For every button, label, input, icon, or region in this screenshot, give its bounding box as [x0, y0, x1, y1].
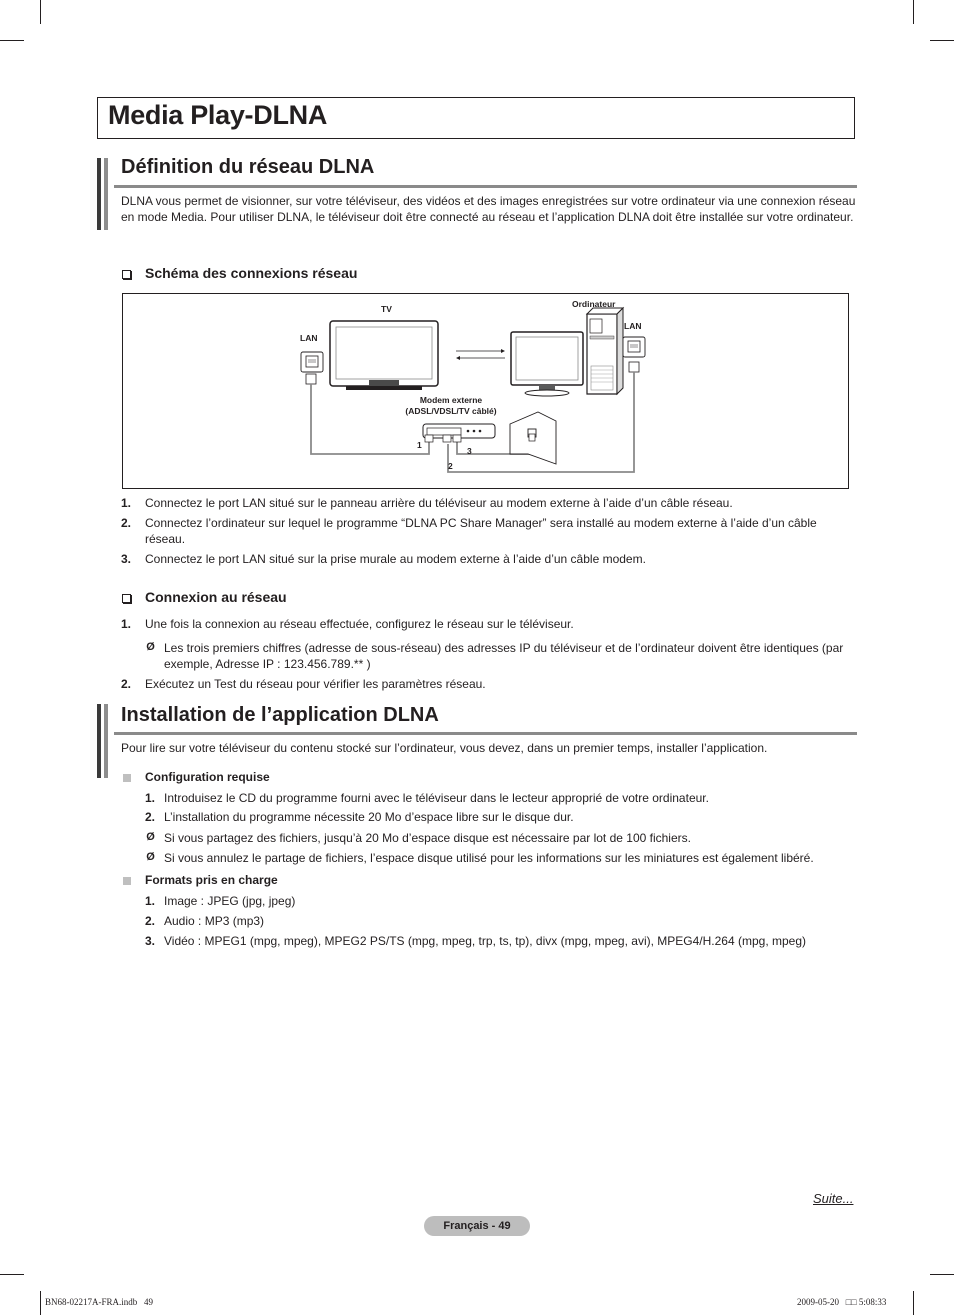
section-bar	[97, 704, 101, 778]
step-text: Une fois la connexion au réseau effectuée, configurez le réseau sur le téléviseur.	[145, 617, 574, 631]
step-number: 1.	[121, 617, 132, 631]
section-bar	[104, 704, 108, 778]
arrows-icon	[456, 349, 505, 360]
crop-mark	[0, 40, 24, 41]
note-icon: Ø	[146, 641, 155, 653]
crop-mark	[913, 1291, 914, 1315]
section-title-definition: Définition du réseau DLNA	[121, 156, 375, 178]
format-number: 1.	[145, 894, 156, 908]
format-number: 2.	[145, 914, 156, 928]
step-number: 2.	[121, 677, 132, 691]
section-bar	[104, 158, 108, 230]
crop-mark	[40, 0, 41, 24]
connexion-heading: Connexion au réseau	[145, 589, 287, 605]
tv-label: TV	[381, 304, 392, 314]
format-text: Vidéo : MPEG1 (mpg, mpeg), MPEG2 PS/TS (mpg, mpeg, trp, ts, tp), divx (mpg, mpeg, avi), MPEG4/H.264 (mpg, mpeg)	[164, 934, 806, 948]
checkbox-bullet-icon	[122, 270, 131, 279]
checkbox-bullet-icon	[122, 594, 131, 603]
step-text: Connectez l’ordinateur sur lequel le programme “DLNA PC Share Manager” sera installé au modem externe à l’aide d’un câble réseau.	[145, 516, 817, 546]
section-rule	[114, 185, 857, 188]
step-text: Connectez le port LAN situé sur la prise murale au modem externe à l’aide d’un câble modem.	[145, 552, 646, 566]
note-icon: Ø	[146, 851, 155, 863]
crop-mark	[40, 1291, 41, 1315]
file-info: BN68-02217A-FRA.indb 49	[45, 1297, 154, 1307]
page-number-badge: Français - 49	[424, 1216, 530, 1236]
step-text: Introduisez le CD du programme fourni avec le téléviseur dans le lecteur approprié de votre ordinateur.	[164, 791, 709, 805]
note-icon: Ø	[146, 831, 155, 843]
crop-mark	[930, 40, 954, 41]
tv-icon	[330, 321, 438, 390]
network-diagram-drawing	[123, 294, 850, 490]
schema-heading: Schéma des connexions réseau	[145, 265, 358, 281]
modem-label	[393, 395, 509, 417]
pc-tower-icon	[587, 308, 623, 394]
crop-mark	[913, 0, 914, 24]
page-title: Media Play-DLNA	[108, 100, 328, 130]
wall-outlet-icon	[510, 412, 556, 464]
step-number: 3.	[121, 552, 132, 566]
note-text: Si vous annulez le partage de fichiers, l’espace disque utilisé pour les informations sur les miniatures est également libéré.	[164, 851, 814, 865]
step-number: 2.	[145, 810, 156, 824]
crop-mark	[0, 1274, 24, 1275]
network-diagram	[122, 293, 849, 489]
config-heading: Configuration requise	[145, 770, 270, 784]
section-title-installation: Installation de l’application DLNA	[121, 704, 439, 726]
note-text: Si vous partagez des fichiers, jusqu’à 20 Mo d’espace disque est nécessaire par lot de 100 fichiers.	[164, 831, 691, 845]
section1-intro: DLNA vous permet de visionner, sur votre téléviseur, des vidéos et des images enregistrées sur votre ordinateur via une connexion réseau en mode Media. Pour utiliser DLNA, le téléviseur doit être connecté au réseau et l’application DLNA doit être installée sur votre ordinateur.	[121, 194, 856, 224]
modem-icon	[423, 424, 495, 442]
date-info: 2009-05-20 □□ 5:08:33	[797, 1297, 887, 1307]
note-text: Les trois premiers chiffres (adresse de sous-réseau) des adresses IP du téléviseur et de l’ordinateur doivent être identiques (par exemple, Adresse IP : 123.456.789.** )	[164, 641, 844, 671]
step-text: Exécutez un Test du réseau pour vérifier les paramètres réseau.	[145, 677, 486, 691]
marker-3: 3	[467, 446, 472, 456]
suite-link: Suite...	[813, 1191, 854, 1206]
lan-label-pc: LAN	[624, 321, 642, 331]
square-bullet-icon	[123, 774, 131, 782]
formats-heading: Formats pris en charge	[145, 873, 278, 887]
step-text: L’installation du programme nécessite 20 Mo d’espace libre sur le disque dur.	[164, 810, 574, 824]
square-bullet-icon	[123, 877, 131, 885]
lan-port-pc-icon	[623, 337, 645, 372]
page-title-box	[97, 97, 855, 139]
pc-label: Ordinateur	[572, 299, 616, 309]
crop-mark	[930, 1274, 954, 1275]
marker-1: 1	[417, 440, 422, 450]
format-text: Audio : MP3 (mp3)	[164, 914, 265, 928]
format-text: Image : JPEG (jpg, jpeg)	[164, 894, 296, 908]
marker-2: 2	[448, 461, 453, 471]
step-number: 1.	[121, 496, 132, 510]
monitor-icon	[511, 332, 583, 396]
section-rule	[114, 732, 857, 735]
step-text: Connectez le port LAN situé sur le panneau arrière du téléviseur au modem externe à l’aide d’un câble réseau.	[145, 496, 733, 510]
step-number: 1.	[145, 791, 156, 805]
format-number: 3.	[145, 934, 156, 948]
modem-label-line2: (ADSL/VDSL/TV câblé)	[405, 406, 497, 416]
section-bar	[97, 158, 101, 230]
lan-label-tv: LAN	[300, 333, 318, 343]
step-number: 2.	[121, 516, 132, 530]
section2-intro: Pour lire sur votre téléviseur du contenu stocké sur l’ordinateur, vous devez, dans un premier temps, installer l’application.	[121, 741, 768, 755]
lan-port-tv-icon	[301, 352, 323, 384]
modem-label-line1: Modem externe	[419, 395, 483, 405]
